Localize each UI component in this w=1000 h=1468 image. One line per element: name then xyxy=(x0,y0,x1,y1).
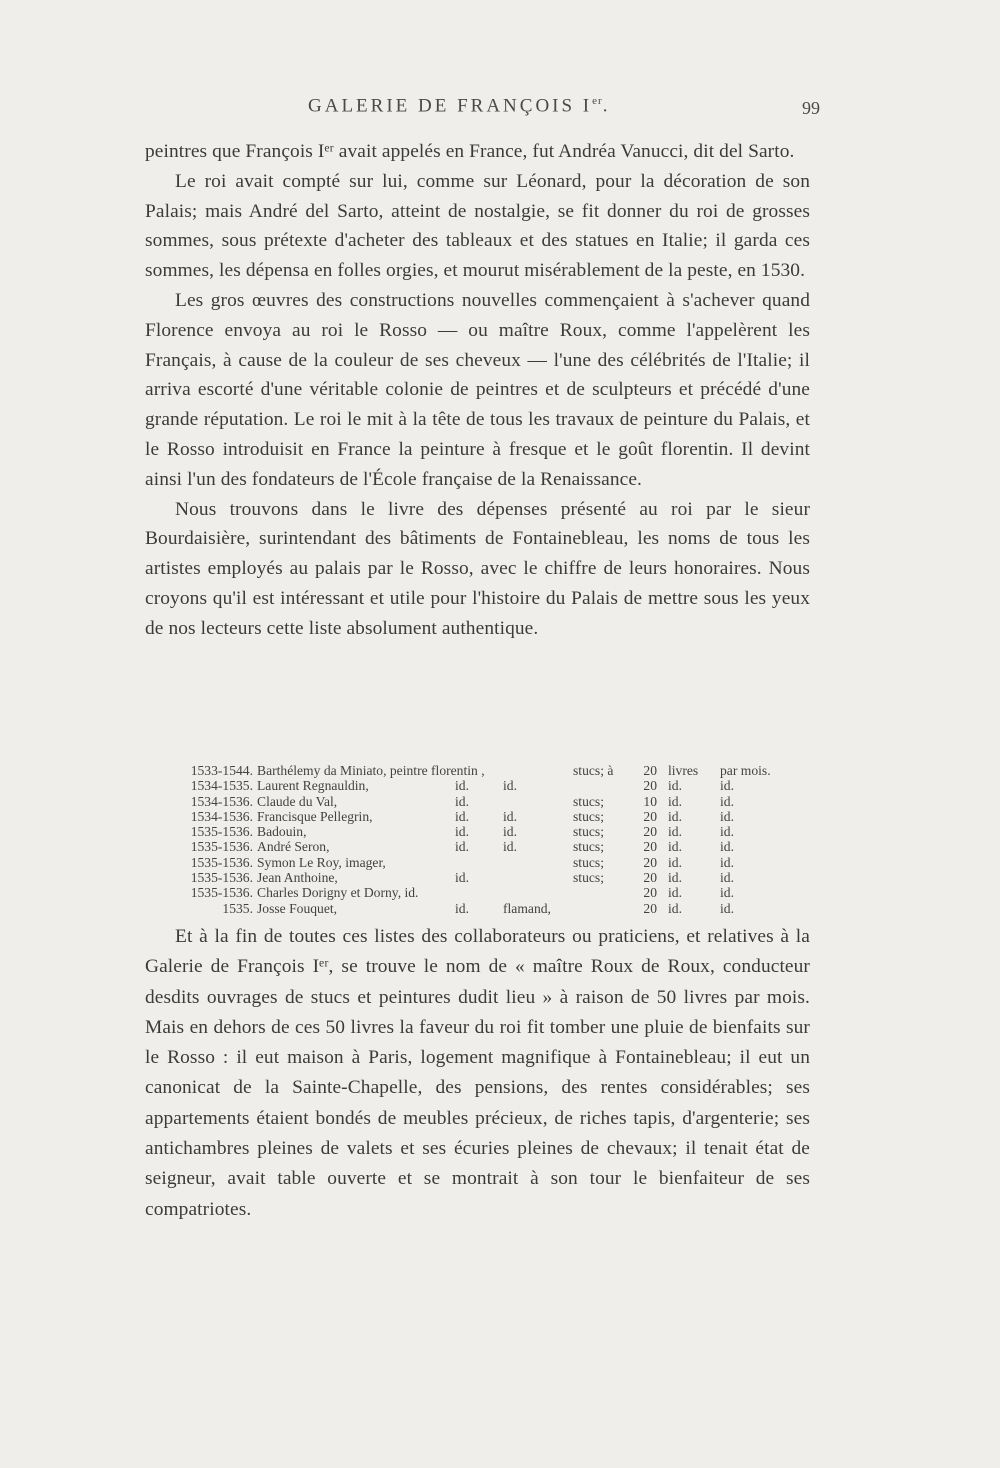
ledger-cell-date: 1535-1536. xyxy=(190,839,253,855)
paragraph: Le roi avait compté sur lui, comme sur Léonard, pour la décoration de son Palais; mais André del Sarto, atteint de nostalgie, se fit donner du roi de grosses sommes, sous prétexte d'acheter des tableaux et des statues en Italie; il garda ces sommes, les dépensa en folles orgies, et mourut misérablement de la peste, en 1530. xyxy=(145,170,810,282)
ledger-cell-id1: id. xyxy=(455,870,469,886)
paragraph: peintres que François Iᵉʳ avait appelés en France, fut Andréa Vanucci, dit del Sarto. xyxy=(145,141,795,162)
ledger-cell-date: 1535-1536. xyxy=(190,824,253,840)
ledger-cell-per: id. xyxy=(720,885,734,901)
paragraph: Les gros œuvres des constructions nouvelles commençaient à s'achever quand Florence envoya au roi le Rosso — ou maître Roux, comme l'appelèrent les Français, à cause de la couleur de ses cheveux — l'une des célébrités de l'Italie; il arriva escorté d'une véritable colonie de peintres et de sculpteurs et précédé d'une grande réputation. Le roi le mit à la tête de tous les travaux de peinture du Palais, et le Rosso introduisit en France la peinture à fresque et le goût florentin. Il devint ainsi l'un des fondateurs de l'École française de la Renaissance. xyxy=(145,289,810,490)
page-number: 99 xyxy=(802,98,820,118)
ledger-cell-id2: id. xyxy=(503,808,517,824)
ledger-cell-name: Barthélemy da Miniato, peintre florentin , xyxy=(257,763,485,778)
ledger-cell-name: André Seron, xyxy=(257,839,330,855)
ledger-cell-work: stucs; xyxy=(573,854,604,870)
ledger-cell-unit: livres xyxy=(668,763,699,778)
ledger-cell-rate: 10 xyxy=(643,793,657,809)
ledger-cell-name: Francisque Pellegrin, xyxy=(257,808,373,824)
running-title xyxy=(308,95,610,117)
ledger-cell-rate: 20 xyxy=(643,870,657,886)
ledger-row xyxy=(145,809,805,824)
ledger-row xyxy=(145,763,805,778)
paragraph: Nous trouvons dans le livre des dépenses présenté au roi par le sieur Bourdaisière, surintendant des bâtiments de Fontainebleau, les noms de tous les artistes employés au palais par le Rosso, avec le chiffre de leurs honoraires. Nous croyons qu'il est intéressant et utile pour l'histoire du Palais de mettre sous les yeux de nos lecteurs cette liste absolument authentique. xyxy=(145,498,810,639)
ledger-cell-work: stucs; xyxy=(573,808,604,824)
ledger-cell-rate: 20 xyxy=(643,885,657,901)
ledger-cell-unit: id. xyxy=(668,778,682,794)
ledger-cell-unit: id. xyxy=(668,808,682,824)
ledger-cell-date: 1535-1536. xyxy=(190,870,253,886)
ledger-cell-id1: id. xyxy=(455,793,469,809)
ledger-cell-date: 1534-1536. xyxy=(190,808,253,824)
ledger-cell-id1: id. xyxy=(455,839,469,855)
ledger-cell-rate: 20 xyxy=(643,763,657,778)
ledger-cell-id2: flamand, xyxy=(503,900,551,916)
ledger-cell-date: 1534-1535. xyxy=(190,778,253,794)
ledger-cell-id1: id. xyxy=(455,778,469,794)
ledger-cell-id1: id. xyxy=(455,808,469,824)
ledger-row xyxy=(145,855,805,870)
ledger-cell-date: 1535-1536. xyxy=(190,885,253,901)
body-text-bottom xyxy=(145,922,810,1225)
ledger-cell-rate: 20 xyxy=(643,824,657,840)
ledger-row xyxy=(145,885,805,900)
ledger-cell-work: stucs; xyxy=(573,839,604,855)
ledger-cell-unit: id. xyxy=(668,900,682,916)
running-title-text: GALERIE DE FRANÇOIS I xyxy=(308,95,593,117)
ledger-cell-per: id. xyxy=(720,870,734,886)
ledger-cell-unit: id. xyxy=(668,854,682,870)
ledger-cell-date: 1535-1536. xyxy=(190,854,253,870)
ledger-row xyxy=(145,901,805,916)
ledger-cell-rate: 20 xyxy=(643,808,657,824)
ledger-row xyxy=(145,824,805,839)
ledger-cell-name: Jean Anthoine, xyxy=(257,870,338,886)
ledger-cell-work: stucs; xyxy=(573,793,604,809)
ledger-row xyxy=(145,870,805,885)
ledger-cell-name: Josse Fouquet, xyxy=(257,900,338,916)
ledger-cell-id1: id. xyxy=(455,824,469,840)
ledger-cell-rate: 20 xyxy=(643,854,657,870)
ledger-cell-name: Laurent Regnauldin, xyxy=(257,778,369,794)
ledger-row xyxy=(145,794,805,809)
ledger-cell-unit: id. xyxy=(668,885,682,901)
ledger-cell-date: 1533-1544. xyxy=(190,763,253,778)
ledger-row xyxy=(145,839,805,854)
ledger-cell-work: stucs; xyxy=(573,870,604,886)
running-title-dot: . xyxy=(602,95,611,117)
ledger-cell-per: id. xyxy=(720,900,734,916)
ledger-cell-per: id. xyxy=(720,793,734,809)
ledger-cell-unit: id. xyxy=(668,824,682,840)
ledger-cell-unit: id. xyxy=(668,839,682,855)
ledger-cell-per: id. xyxy=(720,854,734,870)
ledger-cell-date: 1534-1536. xyxy=(190,793,253,809)
ledger-cell-work: stucs; à xyxy=(573,763,614,778)
ledger-cell-id2: id. xyxy=(503,778,517,794)
ledger-cell-per: id. xyxy=(720,778,734,794)
expense-ledger xyxy=(145,763,805,916)
ledger-cell-unit: id. xyxy=(668,870,682,886)
ledger-cell-id1: id. xyxy=(455,900,469,916)
paragraph: Et à la fin de toutes ces listes des collaborateurs ou praticiens, et relatives à la Galerie de François Iᵉʳ, se trouve le nom de « maître Roux de Roux, conducteur desdits ouvrages de stucs et peintures dudit lieu » à raison de 50 livres par mois. Mais en dehors de ces 50 livres la faveur du roi fit tomber une pluie de bienfaits sur le Rosso : il eut maison à Paris, logement magnifique à Fontainebleau; il eut un canonicat de la Sainte-Chapelle, des pensions, des rentes considérables; ses appartements étaient bondés de meubles précieux, de riches tapis, d'argenterie; ses antichambres pleines de valets et ses écuries pleines de chevaux; il tenait état de seigneur, avait table ouverte et se montrait à son tour le bienfaiteur de ses compatriotes. xyxy=(145,926,810,1220)
running-title-superscript: er xyxy=(592,95,603,107)
ledger-cell-name: Claude du Val, xyxy=(257,793,338,809)
ledger-row xyxy=(145,778,805,793)
ledger-cell-rate: 20 xyxy=(643,839,657,855)
ledger-cell-per: id. xyxy=(720,839,734,855)
ledger-cell-id2: id. xyxy=(503,824,517,840)
ledger-cell-id2: id. xyxy=(503,839,517,855)
ledger-cell-per: par mois. xyxy=(720,763,771,778)
body-text-top xyxy=(145,137,810,644)
ledger-cell-rate: 20 xyxy=(643,900,657,916)
page-header xyxy=(140,95,820,125)
ledger-cell-unit: id. xyxy=(668,793,682,809)
ledger-cell-name: Symon Le Roy, imager, xyxy=(257,854,386,870)
ledger-cell-name: Charles Dorigny et Dorny, id. xyxy=(257,885,419,901)
ledger-cell-per: id. xyxy=(720,808,734,824)
ledger-cell-date: 1535. xyxy=(222,900,253,916)
ledger-cell-per: id. xyxy=(720,824,734,840)
ledger-cell-rate: 20 xyxy=(643,778,657,794)
ledger-cell-work: stucs; xyxy=(573,824,604,840)
ledger-cell-name: Badouin, xyxy=(257,824,307,840)
